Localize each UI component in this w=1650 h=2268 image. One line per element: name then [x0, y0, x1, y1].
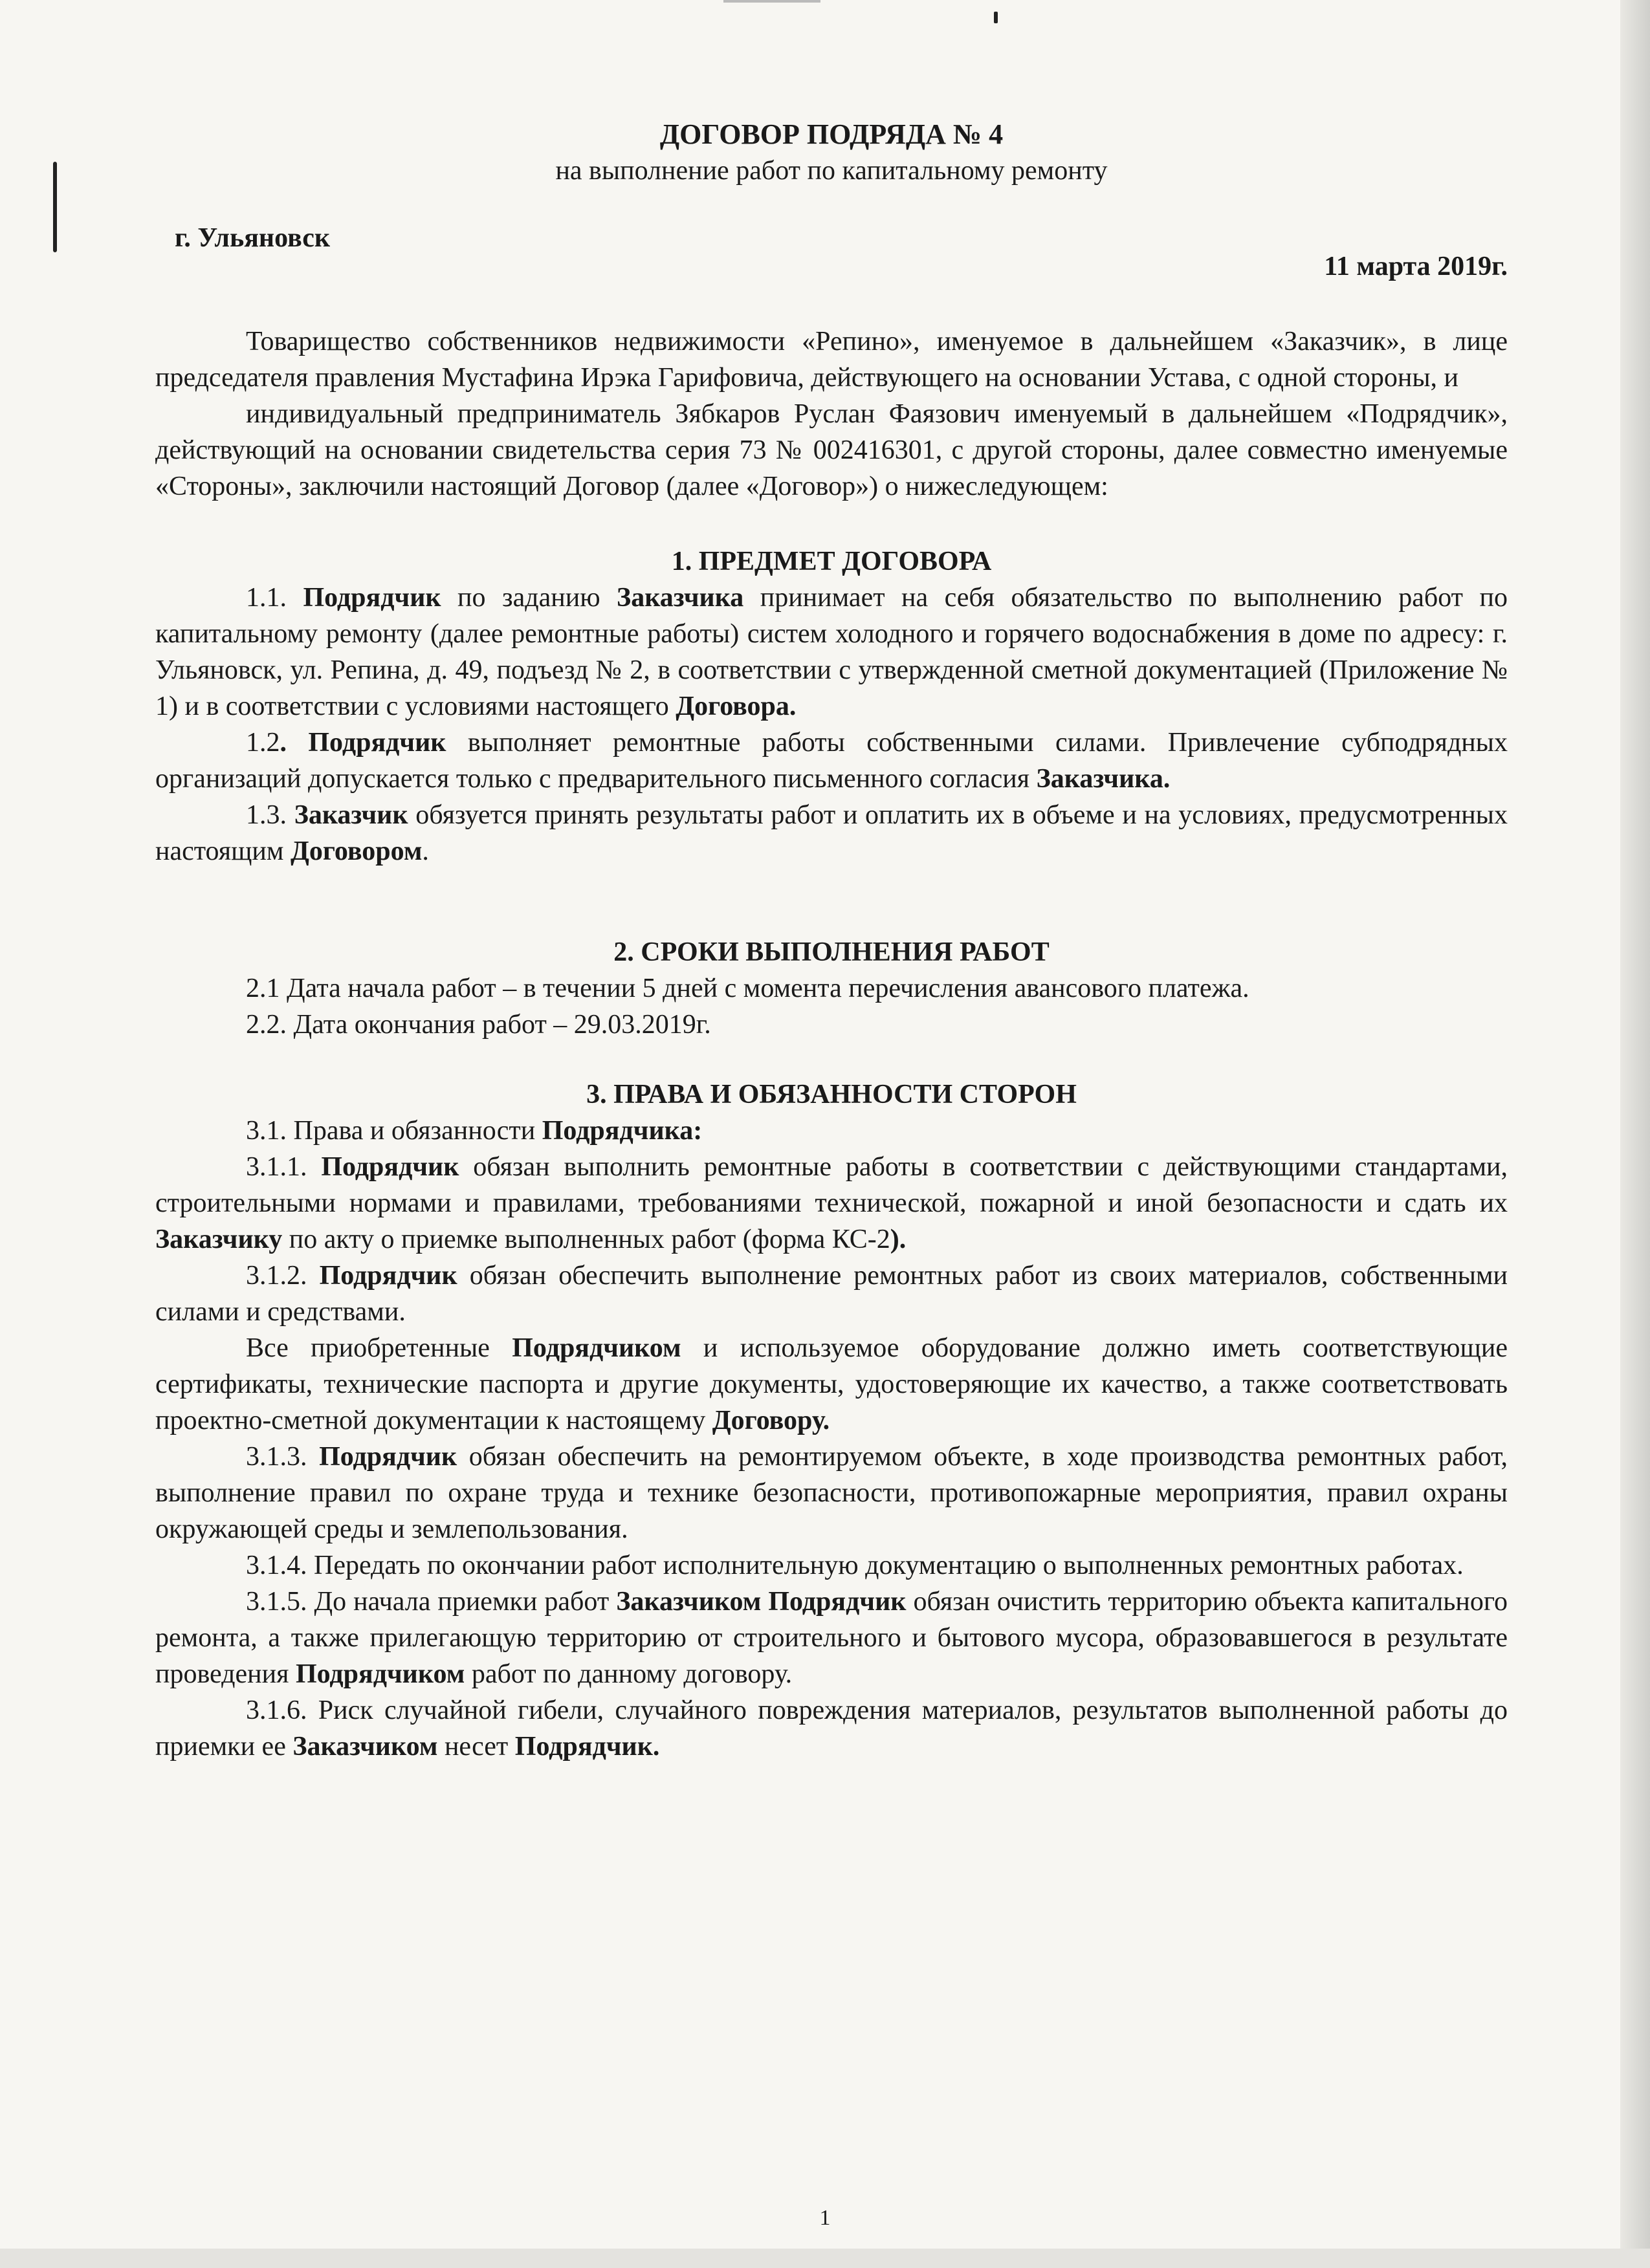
bold-term: Подрядчиком [512, 1333, 681, 1363]
intro-paragraph-customer: Товарищество собственников недвижимости «Репино», именуемое в дальнейшем «Заказчик», в лице председателя правления Мустафина Ирэка Гарифовича, действующего на основании Устава, с одной стороны, и [155, 327, 1508, 393]
bold-term: Договором [290, 836, 423, 866]
contract-city: г. Ульяновск [175, 223, 331, 253]
contract-subtitle: на выполнение работ по капитальному ремонту [555, 156, 1108, 186]
clause-number: 3.1.2. [246, 1261, 320, 1291]
document-body [155, 116, 1508, 1765]
page-number: 1 [819, 2206, 831, 2230]
clause-3-1-4: 3.1.4. Передать по окончании работ исполнительную документацию о выполненных ремонтных работах. [246, 1551, 1464, 1580]
clause-text: по заданию [441, 583, 617, 613]
clause-text: обязан очистить территорию объекта капитального ремонта, а также прилегающую территорию от строительного и бытового мусора, образовавшегося в результате проведения [155, 1587, 1508, 1689]
section-3-heading: 3. ПРАВА И ОБЯЗАННОСТИ СТОРОН [586, 1080, 1077, 1109]
clause-3-1-1 [155, 1149, 1508, 1258]
scan-artifact-left-mark [53, 162, 57, 252]
clause-text: обязан обеспечить выполнение ремонтных работ из своих материалов, собственными силами и средствами. [155, 1261, 1508, 1327]
clause-number: 3.1.3. [246, 1442, 320, 1472]
scan-bottom-edge [0, 2249, 1650, 2268]
clause-1-1 [155, 580, 1508, 725]
bold-term: Заказчика. [1036, 764, 1171, 794]
clause-3-1 [155, 1113, 1508, 1149]
bold-term: Подрядчик [319, 1442, 457, 1472]
clause-number: 1.2 [246, 728, 280, 758]
clause-1-2 [155, 725, 1508, 797]
clause-text: 3.1. Права и обязанности [246, 1116, 542, 1146]
bold-term: Заказчик [294, 800, 408, 830]
bold-term: ). [890, 1225, 907, 1254]
clause-number: 1.1. [246, 583, 303, 613]
bold-term: Заказчику [155, 1225, 283, 1254]
clause-3-1-2-continued [155, 1330, 1508, 1439]
bold-term: Подрядчиком [295, 1659, 465, 1689]
place-date-row [155, 220, 1508, 285]
bold-term: Подрядчик [319, 1261, 457, 1291]
clause-text: работ по данному договору. [465, 1659, 793, 1689]
clause-text: обязан обеспечить на ремонтируемом объекте, в ходе производства ремонтных работ, выполнение правил по охране труда и технике безопасности, противопожарные мероприятия, правил охраны окружающей среды и землепользования. [155, 1442, 1508, 1544]
bold-term: Заказчика [617, 583, 744, 613]
clause-1-3 [155, 797, 1508, 869]
section-2-heading: 2. СРОКИ ВЫПОЛНЕНИЯ РАБОТ [613, 937, 1050, 967]
bold-term: Подрядчик [303, 583, 441, 613]
clause-text: и используемое оборудование должно иметь соответствующие сертификаты, технические паспорта и другие документы, удостоверяющие их качество, а также соответствовать проектно-сметной документации к настоящему [155, 1333, 1508, 1435]
bold-term: Заказчиком Подрядчик [616, 1587, 907, 1617]
bold-term: Заказчиком [292, 1732, 438, 1761]
scan-right-edge [1620, 0, 1650, 2268]
clause-3-1-6 [155, 1692, 1508, 1765]
clause-text: несет [437, 1732, 515, 1761]
clause-text: обязуется принять результаты работ и оплатить их в объеме и на условиях, предусмотренных настоящим [155, 800, 1508, 866]
bold-term: Подрядчик [321, 1152, 459, 1182]
bold-term: Подрядчик. [514, 1732, 660, 1761]
clause-text: Все приобретенные [246, 1333, 512, 1363]
scan-artifact-tick [994, 12, 998, 23]
contract-title: ДОГОВОР ПОДРЯДА № 4 [659, 118, 1004, 150]
clause-number: 1.3. [246, 800, 294, 830]
bold-term: Подрядчика: [542, 1116, 703, 1146]
clause-2-1: 2.1 Дата начала работ – в течении 5 дней с момента перечисления авансового платежа. [246, 974, 1249, 1003]
clause-text: . [422, 836, 429, 866]
bold-term: . Подрядчик [280, 728, 446, 758]
clause-3-1-2 [155, 1258, 1508, 1330]
contract-date: 11 марта 2019г. [1324, 252, 1508, 281]
clause-3-1-5 [155, 1584, 1508, 1692]
clause-number: 3.1.1. [246, 1152, 322, 1182]
clause-2-2: 2.2. Дата окончания работ – 29.03.2019г. [246, 1010, 711, 1040]
clause-3-1-3 [155, 1439, 1508, 1547]
clause-text: 3.1.5. До начала приемки работ [246, 1587, 617, 1617]
section-1-heading: 1. ПРЕДМЕТ ДОГОВОРА [671, 547, 992, 576]
clause-text: выполняет ремонтные работы собственными силами. Привлечение субподрядных организаций допускается только с предварительного письменного согласия [155, 728, 1508, 794]
scan-artifact-top [723, 0, 820, 3]
bold-term: Договора. [676, 692, 797, 721]
clause-text: по акту о приемке выполненных работ (форма КС-2 [282, 1225, 890, 1254]
bold-term: Договору. [712, 1406, 830, 1435]
intro-paragraph-contractor: индивидуальный предприниматель Зябкаров Руслан Фаязович именуемый в дальнейшем «Подрядчик», действующий на основании свидетельства серия 73 № 002416301, с другой стороны, далее совместно именуемые «Стороны», заключили настоящий Договор (далее «Договор») о нижеследующем: [155, 399, 1508, 501]
clause-text: 3.1.6. Риск случайной гибели, случайного повреждения материалов, результатов выполненной работы до приемки ее [155, 1696, 1508, 1761]
clause-text: принимает на себя обязательство по выполнению работ по капитальному ремонту (далее ремонтные работы) систем холодного и горячего водоснабжения в доме по адресу: г. Ульяновск, ул. Репина, д. 49, подъезд № 2, в соответствии с утвержденной сметной документацией (Приложение № 1) и в соответствии с условиями настоящего [155, 583, 1508, 721]
clause-text: обязан выполнить ремонтные работы в соответствии с действующими стандартами, строительными нормами и правилами, требованиями технической, пожарной и иной безопасности и сдать их [155, 1152, 1508, 1218]
